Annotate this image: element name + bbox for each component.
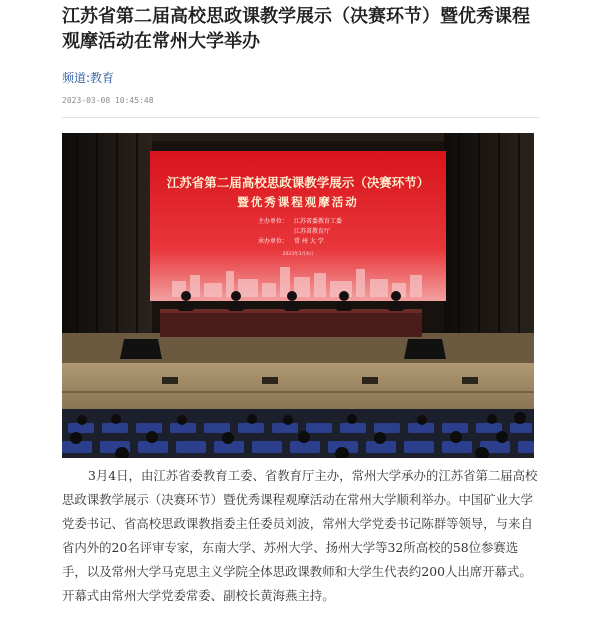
banner-host1: 江苏省委教育工委 <box>294 218 343 225</box>
banner-host-label: 主办单位： <box>258 218 289 225</box>
banner-date: 2023年3月4日 <box>282 252 314 257</box>
article-body: 3月4日，由江苏省委教育工委、省教育厅主办，常州大学承办的江苏省第二届高校思政课教学展示（决赛环节）暨优秀课程观摩活动在常州大学顺利举办。中国矿业大学党委书记、省高校思政课教指委主任委员刘波，常州大学党委书记陈群等领导，与来自省内外的20名评审专家，东南大学、苏州大学、扬州大学等32所高校的58位参赛选手，以及常州大学马克思主义学院全体思政课教师和大学生代表约200人出席开幕式。开幕式由常州大学党委常委、副校长黄海燕主持。 <box>62 468 538 603</box>
channel-label: 频道: <box>62 71 91 85</box>
publish-date: 2023-03-08 10:45:48 <box>62 96 154 105</box>
left-curtain <box>62 133 152 343</box>
header-divider <box>62 117 540 118</box>
banner-line1: 江苏省第二届高校思政课教学展示（决赛环节） <box>166 175 430 190</box>
banner-host2: 江苏省教育厅 <box>294 228 331 235</box>
article-photo <box>62 133 534 458</box>
banner-organizer-label: 承办单位： <box>258 238 289 245</box>
channel-link[interactable]: 教育 <box>90 71 115 85</box>
left-speaker <box>120 339 162 359</box>
channel-line <box>62 69 114 86</box>
banner-organizer: 常 州 大 学 <box>294 238 324 245</box>
presidium-table <box>160 309 422 337</box>
right-curtain <box>444 133 534 343</box>
banner-line2: 暨优秀课程观摩活动 <box>237 195 359 209</box>
right-speaker <box>404 339 446 359</box>
stage-floor <box>62 363 534 409</box>
article-title: 江苏省第二届高校思政课教学展示（决赛环节）暨优秀课程观摩活动在常州大学举办 <box>62 6 530 52</box>
